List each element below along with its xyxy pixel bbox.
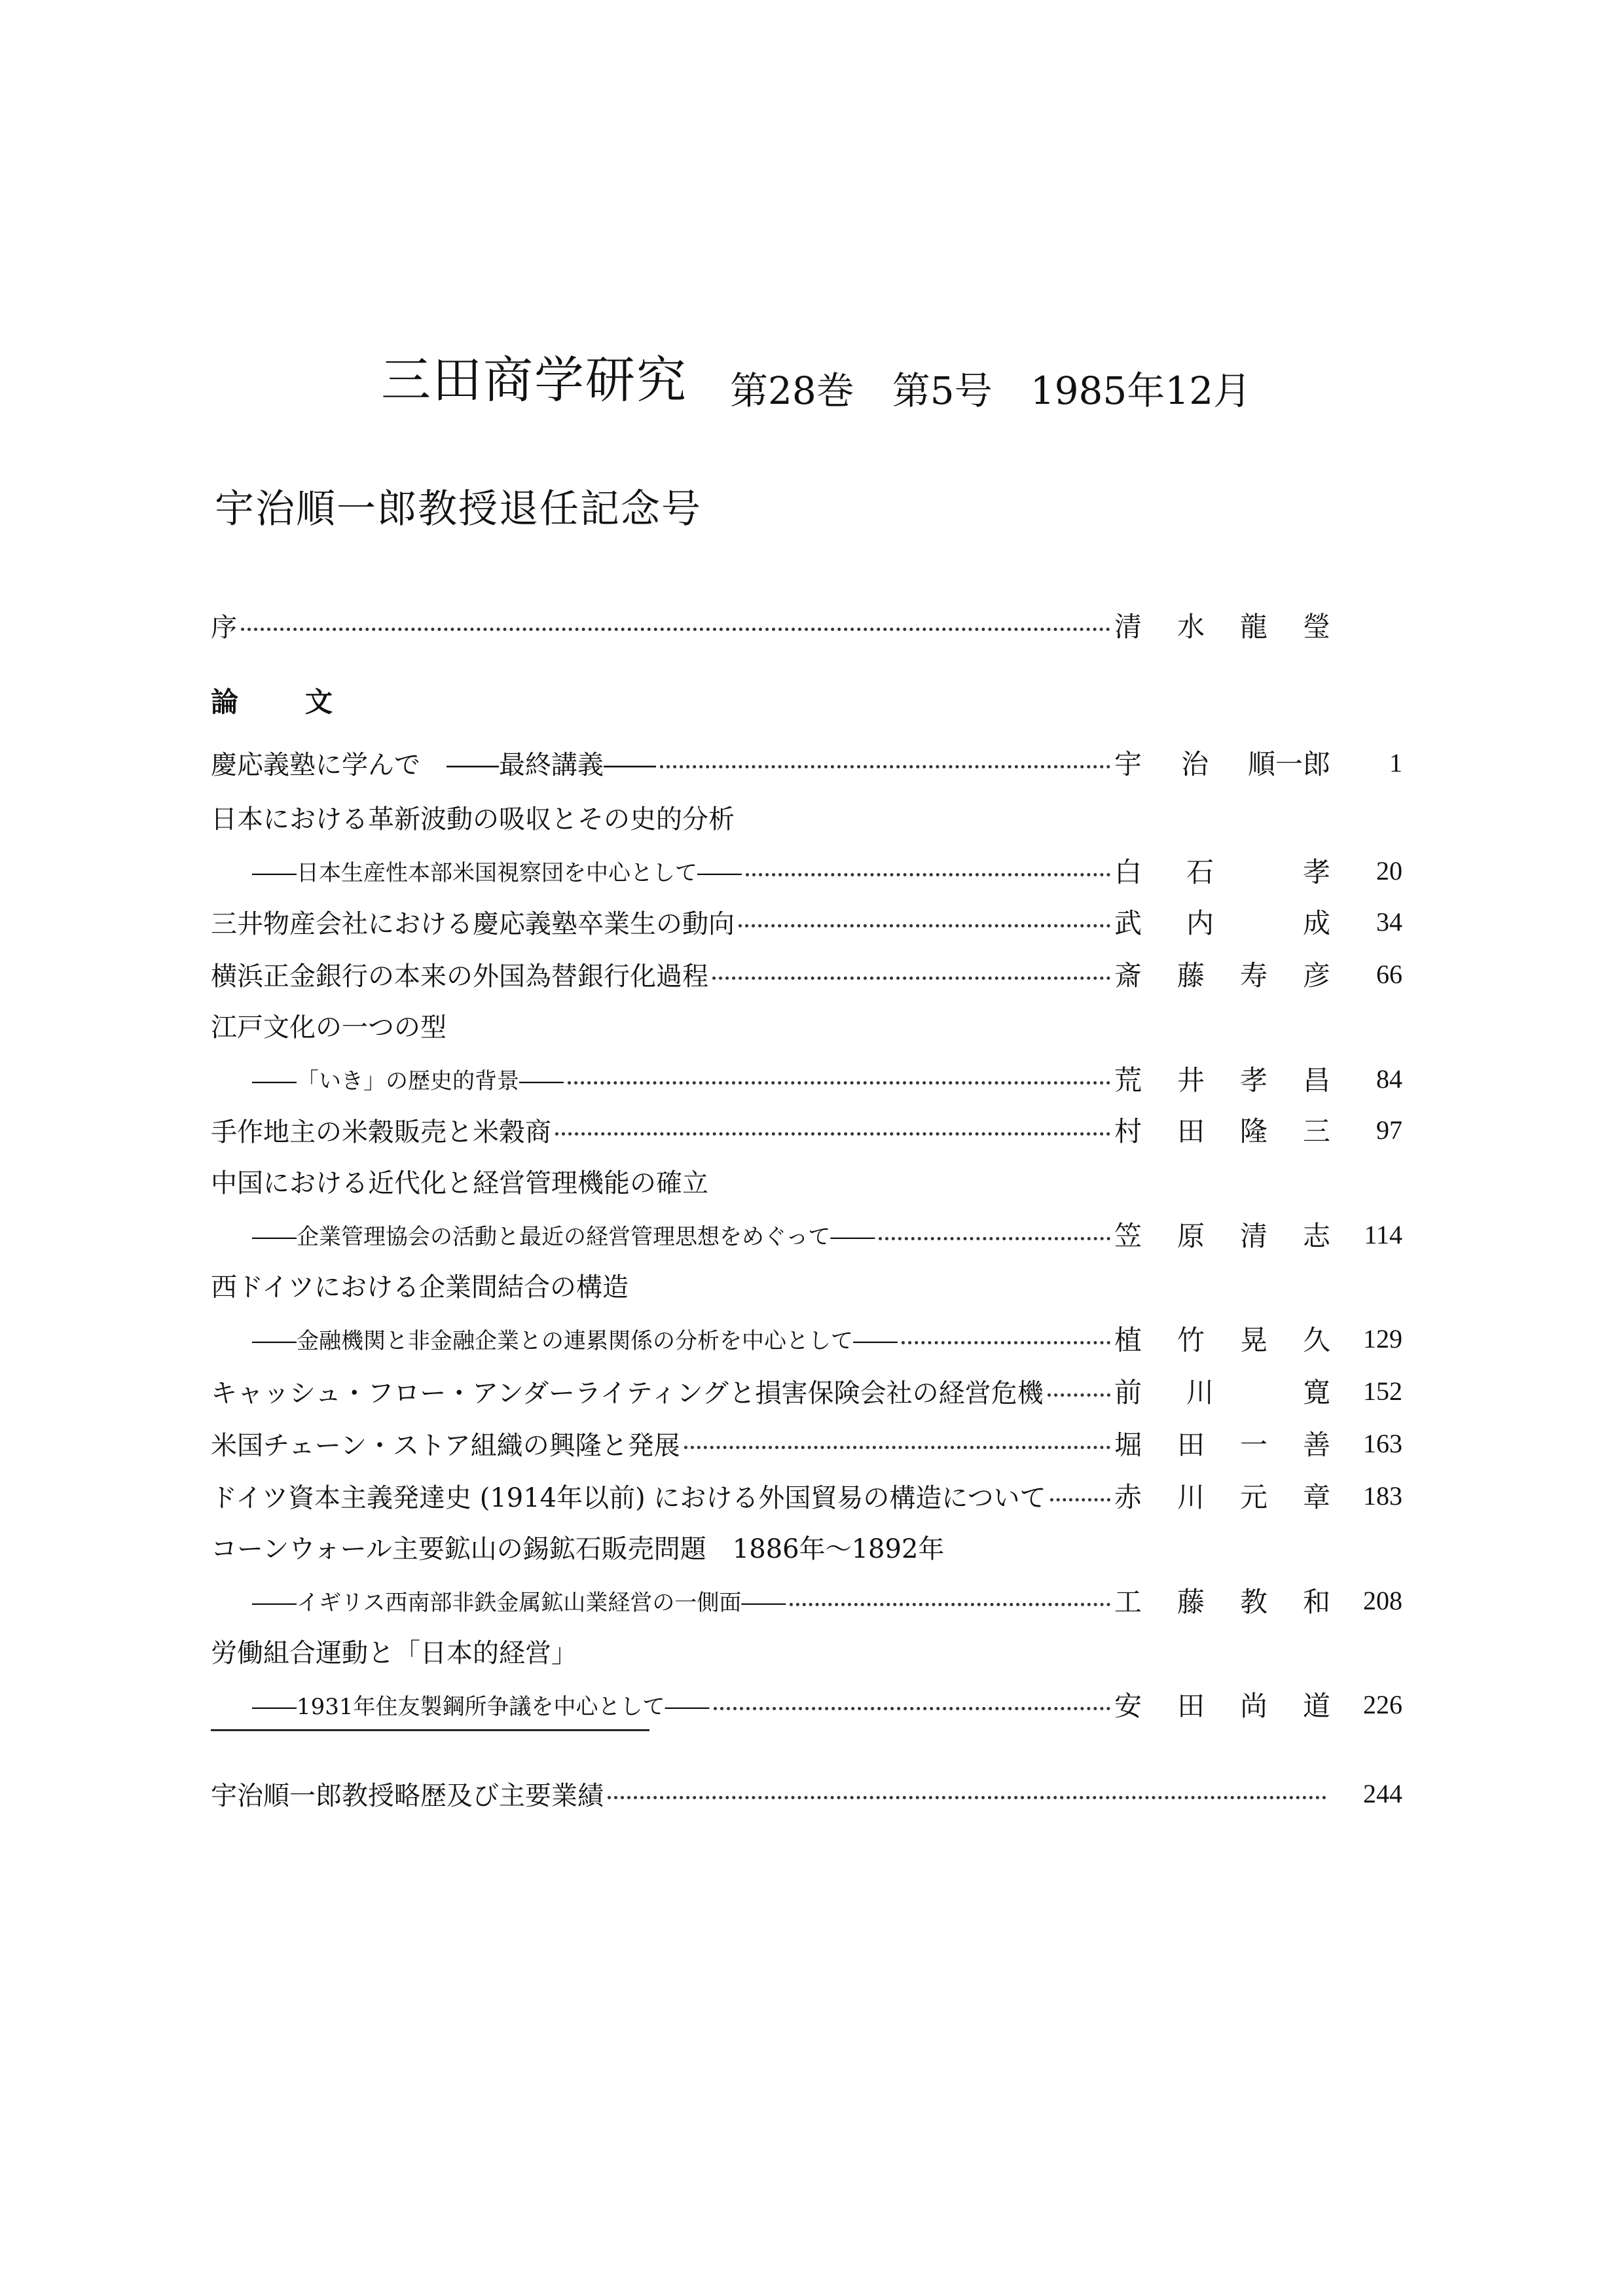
entry-author: 前 川 寛 <box>1114 1376 1330 1408</box>
leader-dots <box>746 873 1110 876</box>
entry-subtitle: ――イギリス西南部非鉄金属鉱山業経営の一側面―― <box>252 1589 786 1616</box>
section-heading: 論 文 <box>211 686 353 718</box>
entry-title: 米国チェーン・ストア組織の興隆と発展 <box>211 1430 680 1461</box>
toc-entry-subtitle <box>252 851 1402 890</box>
toc-entry-subtitle <box>252 1319 1402 1358</box>
entry-author: 赤 川 元 章 <box>1114 1481 1330 1513</box>
entry-title: キャッシュ・フロー・アンダーライティングと損害保険会社の経営危機 <box>211 1378 1044 1408</box>
leader-dots <box>902 1341 1110 1344</box>
entry-subtitle: ――1931年住友製鋼所争議を中心として―― <box>252 1693 710 1720</box>
entry-page: 163 <box>1363 1428 1402 1458</box>
toc-entry <box>211 1476 1402 1515</box>
leader-dots <box>790 1603 1110 1606</box>
entry-author: 堀 田 一 善 <box>1114 1429 1330 1461</box>
toc-entry <box>211 1528 1402 1568</box>
issue-subtitle: 宇治順一郎教授退任記念号 <box>215 486 702 532</box>
entry-title: 日本における革新波動の吸収とその史的分析 <box>211 804 735 834</box>
entry-author: 武 内 成 <box>1114 907 1330 939</box>
entry-page: 20 <box>1376 855 1402 886</box>
entry-page: 244 <box>1363 1778 1402 1808</box>
toc-entry <box>211 1424 1402 1463</box>
leader-dots <box>608 1796 1326 1799</box>
entry-author: 安 田 尚 道 <box>1114 1690 1330 1722</box>
toc-entry <box>211 1371 1402 1410</box>
entry-author: 荒 井 孝 昌 <box>1114 1064 1330 1096</box>
leader-dots <box>714 1707 1110 1710</box>
entry-author: 斎 藤 寿 彦 <box>1114 960 1330 992</box>
toc-entry <box>211 743 1402 782</box>
entry-page: 97 <box>1376 1115 1402 1145</box>
entry-author: 工 藤 教 和 <box>1114 1586 1330 1618</box>
issue-info: 第28巻 第5号 1985年12月 <box>730 368 1252 413</box>
entry-title: 労働組合運動と「日本的経営」 <box>211 1638 577 1668</box>
entry-page: 114 <box>1364 1219 1402 1249</box>
entry-title: 慶応義塾に学んで ――最終講義―― <box>211 749 656 780</box>
entry-page: 208 <box>1363 1585 1402 1615</box>
toc-entry-subtitle <box>252 1685 1402 1724</box>
entry-subtitle: ――金融機関と非金融企業との連累関係の分析を中心として―― <box>252 1327 898 1354</box>
toc-entry-subtitle <box>252 1215 1402 1254</box>
toc-entry-preface <box>211 605 1402 645</box>
entry-title: 序 <box>211 612 237 643</box>
leader-dots <box>684 1446 1110 1449</box>
entry-page: 1 <box>1389 747 1402 778</box>
entry-page: 84 <box>1376 1064 1402 1094</box>
entry-subtitle: ――日本生産性本部米国視察団を中心として―― <box>252 859 742 886</box>
entry-title: 江戸文化の一つの型 <box>211 1013 447 1043</box>
toc-entry <box>211 1632 1402 1672</box>
entry-title: 三井物産会社における慶応義塾卒業生の動向 <box>211 908 735 939</box>
entry-page: 152 <box>1363 1376 1402 1406</box>
entry-author: 植 竹 晃 久 <box>1114 1324 1330 1356</box>
toc-entry-appendix <box>211 1774 1402 1813</box>
entry-page: 129 <box>1363 1323 1402 1354</box>
entry-title: 宇治順一郎教授略歴及び主要業績 <box>211 1780 604 1811</box>
entry-title: ドイツ資本主義発達史 (1914年以前) における外国貿易の構造について <box>211 1482 1046 1513</box>
entry-title: 手作地主の米穀販売と米穀商 <box>211 1117 551 1147</box>
leader-dots <box>879 1237 1110 1240</box>
entry-author: 宇 治 順一郎 <box>1114 748 1330 780</box>
entry-page: 66 <box>1376 959 1402 989</box>
toc-entry <box>211 1266 1402 1306</box>
entry-page: 226 <box>1363 1689 1402 1719</box>
leader-dots <box>1050 1498 1110 1501</box>
leader-dots <box>241 628 1110 631</box>
entry-subtitle: ――企業管理協会の活動と最近の経営管理思想をめぐって―― <box>252 1223 875 1250</box>
toc-entry-subtitle <box>252 1581 1402 1620</box>
entry-page: 34 <box>1376 906 1402 937</box>
leader-dots <box>555 1132 1110 1136</box>
journal-title: 三田商学研究 <box>381 351 687 409</box>
toc-entry <box>211 1110 1402 1149</box>
divider-rule <box>211 1729 649 1731</box>
toc-entry <box>211 1162 1402 1202</box>
toc-entry <box>211 902 1402 941</box>
entry-title: 西ドイツにおける企業間結合の構造 <box>211 1272 629 1302</box>
entry-title: 横浜正金銀行の本来の外国為替銀行化過程 <box>211 961 708 992</box>
entry-subtitle: ――「いき」の歴史的背景―― <box>252 1067 564 1094</box>
leader-dots <box>1048 1393 1110 1397</box>
toc-entry <box>211 798 1402 838</box>
leader-dots <box>712 977 1110 980</box>
entry-author: 村 田 隆 三 <box>1114 1115 1330 1147</box>
entry-page: 183 <box>1363 1480 1402 1511</box>
leader-dots <box>739 924 1110 927</box>
entry-author: 清 水 龍 瑩 <box>1114 611 1330 643</box>
entry-title: 中国における近代化と経営管理機能の確立 <box>211 1168 708 1198</box>
toc-entry-subtitle <box>252 1059 1402 1098</box>
toc-entry <box>211 1007 1402 1046</box>
toc-entry <box>211 954 1402 994</box>
entry-author: 白 石 孝 <box>1114 856 1330 888</box>
entry-title: コーンウォール主要鉱山の錫鉱石販売問題 1886年～1892年 <box>211 1534 945 1564</box>
leader-dots <box>568 1081 1110 1085</box>
entry-author: 笠 原 清 志 <box>1114 1220 1330 1252</box>
leader-dots <box>660 765 1110 768</box>
